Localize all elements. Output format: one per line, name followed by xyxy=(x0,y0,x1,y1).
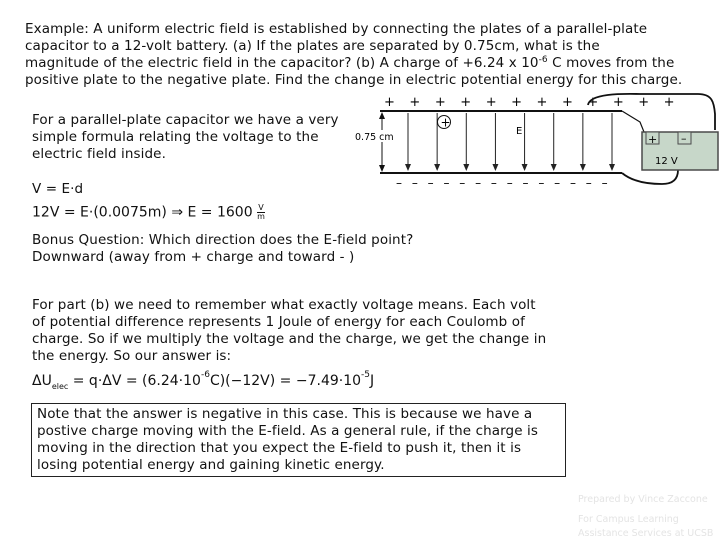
field-arrow-head xyxy=(580,164,586,171)
field-arrow-head xyxy=(434,164,440,171)
wire-plus xyxy=(622,111,644,132)
credit-line: Prepared by Vince Zaccone xyxy=(578,494,708,505)
battery-plus-symbol: + xyxy=(648,133,658,146)
part-b-explanation: For part (b) we need to remember what exactly voltage means. Each volt of potential difference represents 1 Joule of energy for each Coulomb of charge. So if we multiply the voltage and the charge, we get the change in the energy. So our answer is: xyxy=(32,297,547,364)
field-arrow-head xyxy=(522,164,528,171)
capacitor-diagram xyxy=(340,92,720,202)
wire-bottom xyxy=(622,170,678,184)
credit-line: Assistance Services at UCSB xyxy=(578,528,714,539)
energy-equation: $\Delta U_{elec} = q\cdot\Delta V = (6.24\cdot 10^{-6}C)(-12V) = -7.49\cdot 10^{-5}J$ xyxy=(32,370,375,391)
separation-label: 0.75 cm xyxy=(355,132,394,143)
unit-fraction: $\frac{V}{m}$ xyxy=(257,203,265,221)
separation-arrow-head-down xyxy=(379,165,385,172)
credit-text xyxy=(578,493,718,541)
plus-charges-row: + + + + + + + + + + + + xyxy=(384,95,680,110)
battery-minus-symbol: – xyxy=(681,132,687,145)
problem-statement xyxy=(25,21,715,89)
credit-line: For Campus Learning xyxy=(578,514,679,525)
field-calculation: 12V = E·(0.0075m) ⇒ E = 1600 $\frac{V}{m}$ xyxy=(32,203,265,221)
battery-label: 12 V xyxy=(655,156,678,167)
minus-charges-row: – – – – – – – – – – – – – – xyxy=(396,176,611,190)
field-arrows xyxy=(405,113,615,171)
field-arrow-head xyxy=(551,164,557,171)
voltage-formula: V = E·d xyxy=(32,181,84,197)
note-box: Note that the answer is negative in this case. This is because we have a postive charge moving with the E-field. As a general rule, if the charge is moving in the direction that you expect the E-field to push it, then it is losing potential energy and gaining kinetic energy. xyxy=(31,403,566,477)
problem-line: capacitor to a 12-volt battery. (a) If the plates are separated by 0.75cm, what is the xyxy=(25,38,600,54)
field-arrow-head xyxy=(492,164,498,171)
problem-line: magnitude of the electric field in the capacitor? (b) A charge of +6.24 x $10^{-6}$ C moves from the xyxy=(25,55,675,71)
bonus-question xyxy=(32,232,652,266)
problem-line: positive plate to the negative plate. Find the change in electric potential energy for this charge. xyxy=(25,72,683,88)
separation-arrow-head-up xyxy=(379,112,385,119)
intro-text: For a parallel-plate capacitor we have a very simple formula relating the voltage to the electric field inside. xyxy=(32,112,339,162)
bonus-question-text: Bonus Question: Which direction does the E-field point? xyxy=(32,232,414,248)
field-arrow-head xyxy=(405,164,411,171)
bonus-answer-text: Downward (away from + charge and toward - ) xyxy=(32,249,355,265)
field-label: E xyxy=(516,126,523,137)
field-arrow-head xyxy=(463,164,469,171)
charge-symbol: + xyxy=(440,115,451,130)
problem-line: Example: A uniform electric field is established by connecting the plates of a parallel-plate xyxy=(25,21,648,37)
field-arrow-head xyxy=(609,164,615,171)
